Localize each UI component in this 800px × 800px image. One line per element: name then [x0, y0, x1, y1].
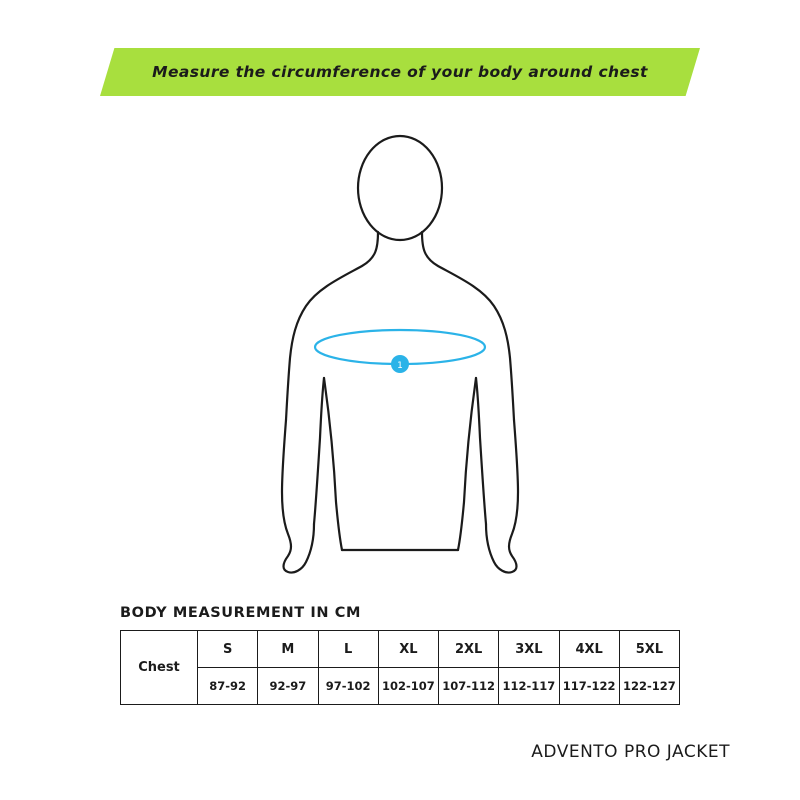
chest-value-5xl: 122-127 — [619, 668, 679, 705]
product-name-label: ADVENTO PRO JACKET — [531, 742, 730, 762]
size-header-xl: XL — [378, 631, 438, 668]
banner-instruction-text: Measure the circumference of your body around chest — [152, 63, 648, 81]
chest-value-4xl: 117-122 — [559, 668, 619, 705]
chest-value-s: 87-92 — [198, 668, 258, 705]
size-header-s: S — [198, 631, 258, 668]
chest-value-l: 97-102 — [318, 668, 378, 705]
chest-value-3xl: 112-117 — [499, 668, 559, 705]
size-header-m: M — [258, 631, 318, 668]
body-figure — [230, 120, 570, 590]
chest-value-m: 92-97 — [258, 668, 318, 705]
table-title: BODY MEASUREMENT IN CM — [120, 605, 362, 621]
measurement-marker-label: 1 — [397, 361, 403, 371]
size-chart-table — [120, 630, 680, 705]
chest-value-2xl: 107-112 — [439, 668, 499, 705]
instruction-banner — [100, 48, 700, 96]
row-label-chest: Chest — [121, 631, 198, 705]
size-header-5xl: 5XL — [619, 631, 679, 668]
size-header-4xl: 4XL — [559, 631, 619, 668]
size-header-2xl: 2XL — [439, 631, 499, 668]
table-header-row — [121, 631, 680, 668]
size-header-3xl: 3XL — [499, 631, 559, 668]
chest-value-xl: 102-107 — [378, 668, 438, 705]
body-outline-icon — [282, 136, 518, 573]
size-header-l: L — [318, 631, 378, 668]
table-row — [121, 668, 680, 705]
